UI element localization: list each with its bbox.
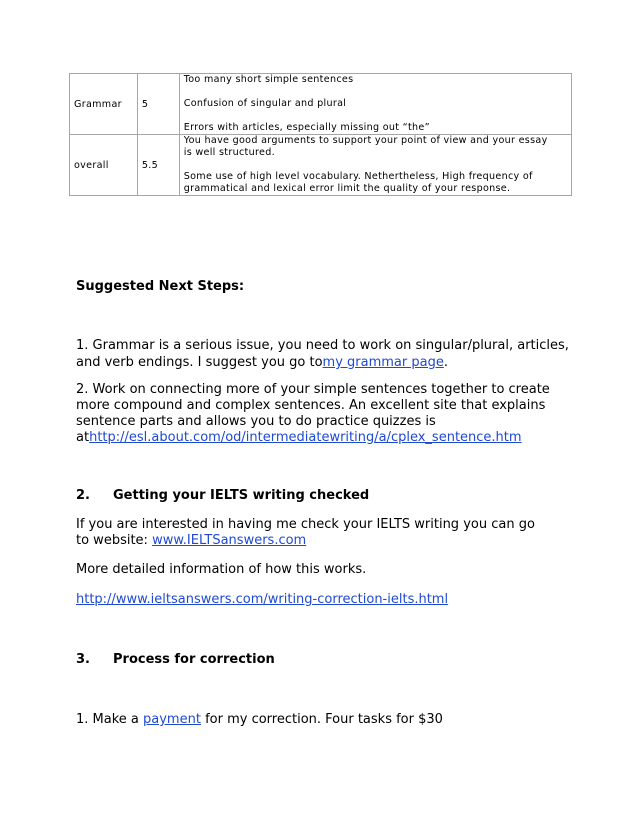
step2-line1: 2. Work on connecting more of your simple sentences together to create [76, 382, 550, 397]
grammar-page-link[interactable]: my grammar page [322, 355, 444, 370]
step1-line1: 1. Grammar is a serious issue, you need to work on singular/plural, articles, [76, 338, 569, 353]
criterion-cell: Grammar [70, 74, 138, 135]
section2-title: Getting your IELTS writing checked [113, 488, 370, 503]
step2-at-text: at [76, 430, 90, 445]
comments-cell [179, 74, 571, 135]
section2-para1-line1: If you are interested in having me check your IELTS writing you can go [76, 517, 535, 532]
criterion-cell: overall [70, 135, 138, 196]
score-cell: 5 [137, 74, 179, 135]
step1-text: and verb endings. I suggest you go to [76, 355, 323, 370]
section2-number: 2. [76, 488, 90, 503]
section2-para1-line2 [76, 532, 306, 549]
esl-about-link[interactable]: http://esl.about.com/od/intermediatewriting/a/cplex_sentence.htm [89, 430, 522, 445]
score-cell: 5.5 [137, 135, 179, 196]
comment-line: Too many short simple sentences [183, 74, 354, 85]
section3-step1 [76, 711, 443, 728]
section3-heading [76, 651, 275, 668]
comment-line: grammatical and lexical error limit the quality of your response. [183, 183, 511, 194]
step2-line2: more compound and complex sentences. An excellent site that explains [76, 398, 546, 413]
section3-number: 3. [76, 652, 90, 667]
table-row [70, 74, 572, 135]
comment-line: Some use of high level vocabulary. Nethertheless, High frequency of [183, 171, 533, 182]
payment-link[interactable]: payment [143, 712, 201, 727]
step1-line2 [76, 354, 448, 371]
next-steps-heading: Suggested Next Steps: [76, 279, 245, 294]
ieltsanswers-link[interactable]: www.IELTSanswers.com [152, 533, 307, 548]
comment-line: You have good arguments to support your point of view and your essay [183, 135, 548, 146]
step2-line3: sentence parts and allows you to do practice quizzes is [76, 414, 436, 429]
section2-para2: More detailed information of how this works. [76, 562, 367, 577]
section3-step1-suffix: for my correction. Four tasks for $30 [200, 712, 443, 727]
score-table [69, 73, 572, 196]
section3-step1-prefix: 1. Make a [76, 712, 144, 727]
step2-line4 [76, 429, 522, 446]
comment-line: Errors with articles, especially missing out “the” [183, 122, 430, 133]
comment-line: Confusion of singular and plural [183, 98, 347, 109]
comment-line: is well structured. [183, 147, 275, 158]
section2-website-text: to website: [76, 533, 153, 548]
step1-period: . [443, 355, 448, 370]
section2-heading [76, 487, 369, 504]
writing-correction-link[interactable]: http://www.ieltsanswers.com/writing-correction-ielts.html [76, 592, 449, 607]
section3-title: Process for correction [113, 652, 275, 667]
comments-cell [179, 135, 571, 196]
section2-link-line [76, 591, 448, 608]
table-row [70, 135, 572, 196]
